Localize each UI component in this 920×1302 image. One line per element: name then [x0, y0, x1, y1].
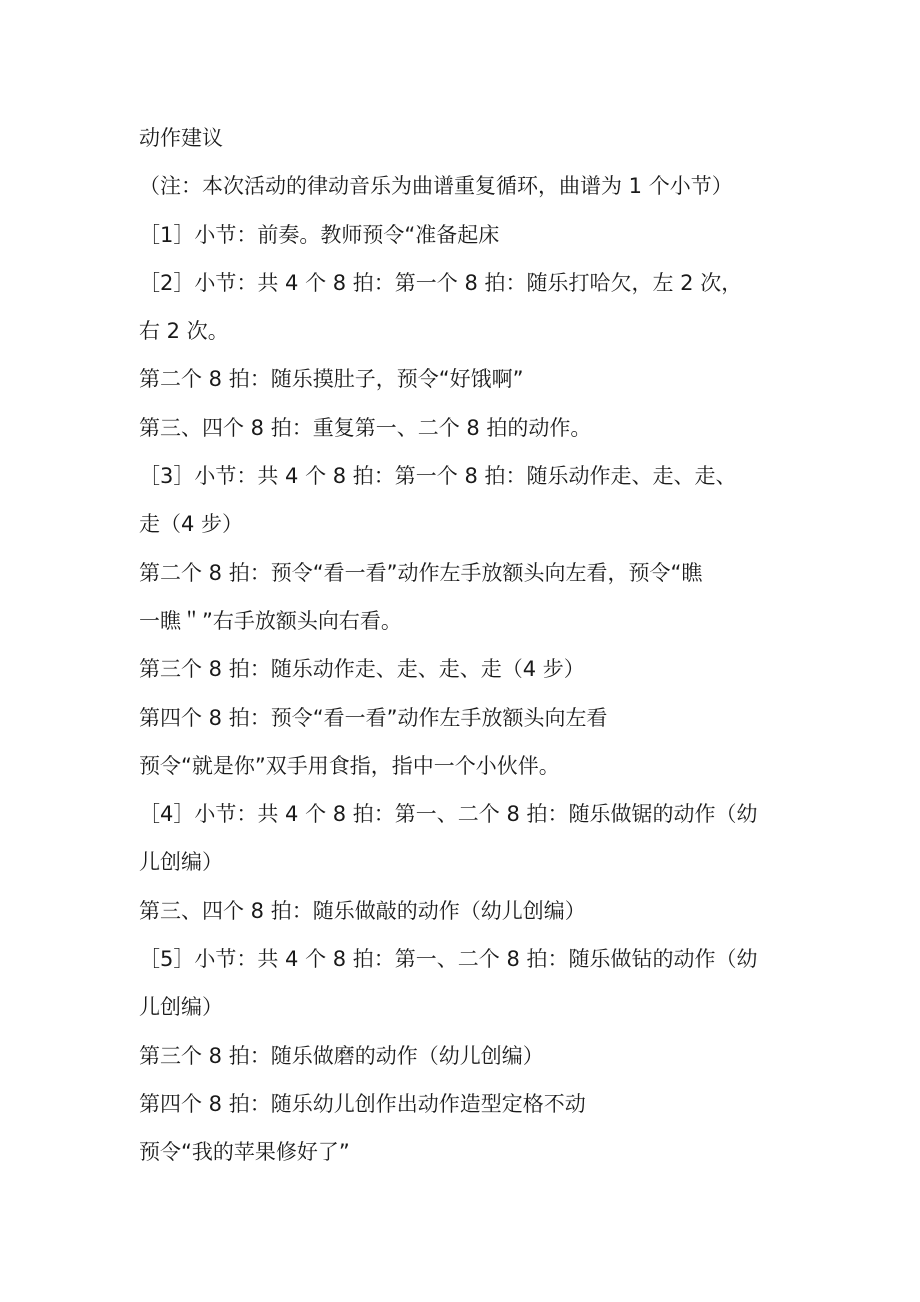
text-line: ［4］小节：共 4 个 8 拍：第一、二个 8 拍：随乐做锯的动作（幼	[139, 802, 758, 827]
text-line: ［3］小节：共 4 个 8 拍：第一个 8 拍：随乐动作走、走、走、	[139, 464, 737, 489]
text-line: 第三、四个 8 拍：重复第一、二个 8 拍的动作。	[139, 415, 592, 440]
text-line: 第二个 8 拍：预令“看一看”动作左手放额头向左看，预令“瞧	[139, 560, 703, 585]
text-line: 第四个 8 拍：随乐幼儿创作出动作造型定格不动	[139, 1091, 586, 1116]
text-line: 儿创编）	[139, 850, 223, 875]
text-line: 预令“就是你”双手用食指，指中一个小伙伴。	[139, 753, 560, 778]
text-line: ［1］小节：前奏。教师预令“准备起床	[139, 222, 500, 247]
document-body	[139, 114, 799, 1177]
text-line: 第四个 8 拍：预令“看一看”动作左手放额头向左看	[139, 705, 608, 730]
note-line: （注：本次活动的律动音乐为曲谱重复循环，曲谱为 1 个小节）	[139, 174, 733, 199]
text-line: 第三个 8 拍：随乐做磨的动作（幼儿创编）	[139, 1043, 544, 1068]
text-line: 第二个 8 拍：随乐摸肚子，预令“好饿啊”	[139, 367, 524, 392]
text-line: 走（4 步）	[139, 512, 244, 537]
text-line: 右 2 次。	[139, 319, 229, 344]
text-line: 一瞧＂”右手放额头向右看。	[139, 608, 402, 633]
section-heading: 动作建议	[139, 126, 223, 150]
text-line: 预令“我的苹果修好了”	[139, 1140, 350, 1165]
text-line: 第三个 8 拍：随乐动作走、走、走、走（4 步）	[139, 657, 585, 682]
text-line: ［2］小节：共 4 个 8 拍：第一个 8 拍：随乐打哈欠，左 2 次，	[139, 270, 743, 295]
text-line: ［5］小节：共 4 个 8 拍：第一、二个 8 拍：随乐做钻的动作（幼	[139, 947, 758, 972]
text-line: 儿创编）	[139, 995, 223, 1020]
text-line: 第三、四个 8 拍：随乐做敲的动作（幼儿创编）	[139, 898, 586, 923]
